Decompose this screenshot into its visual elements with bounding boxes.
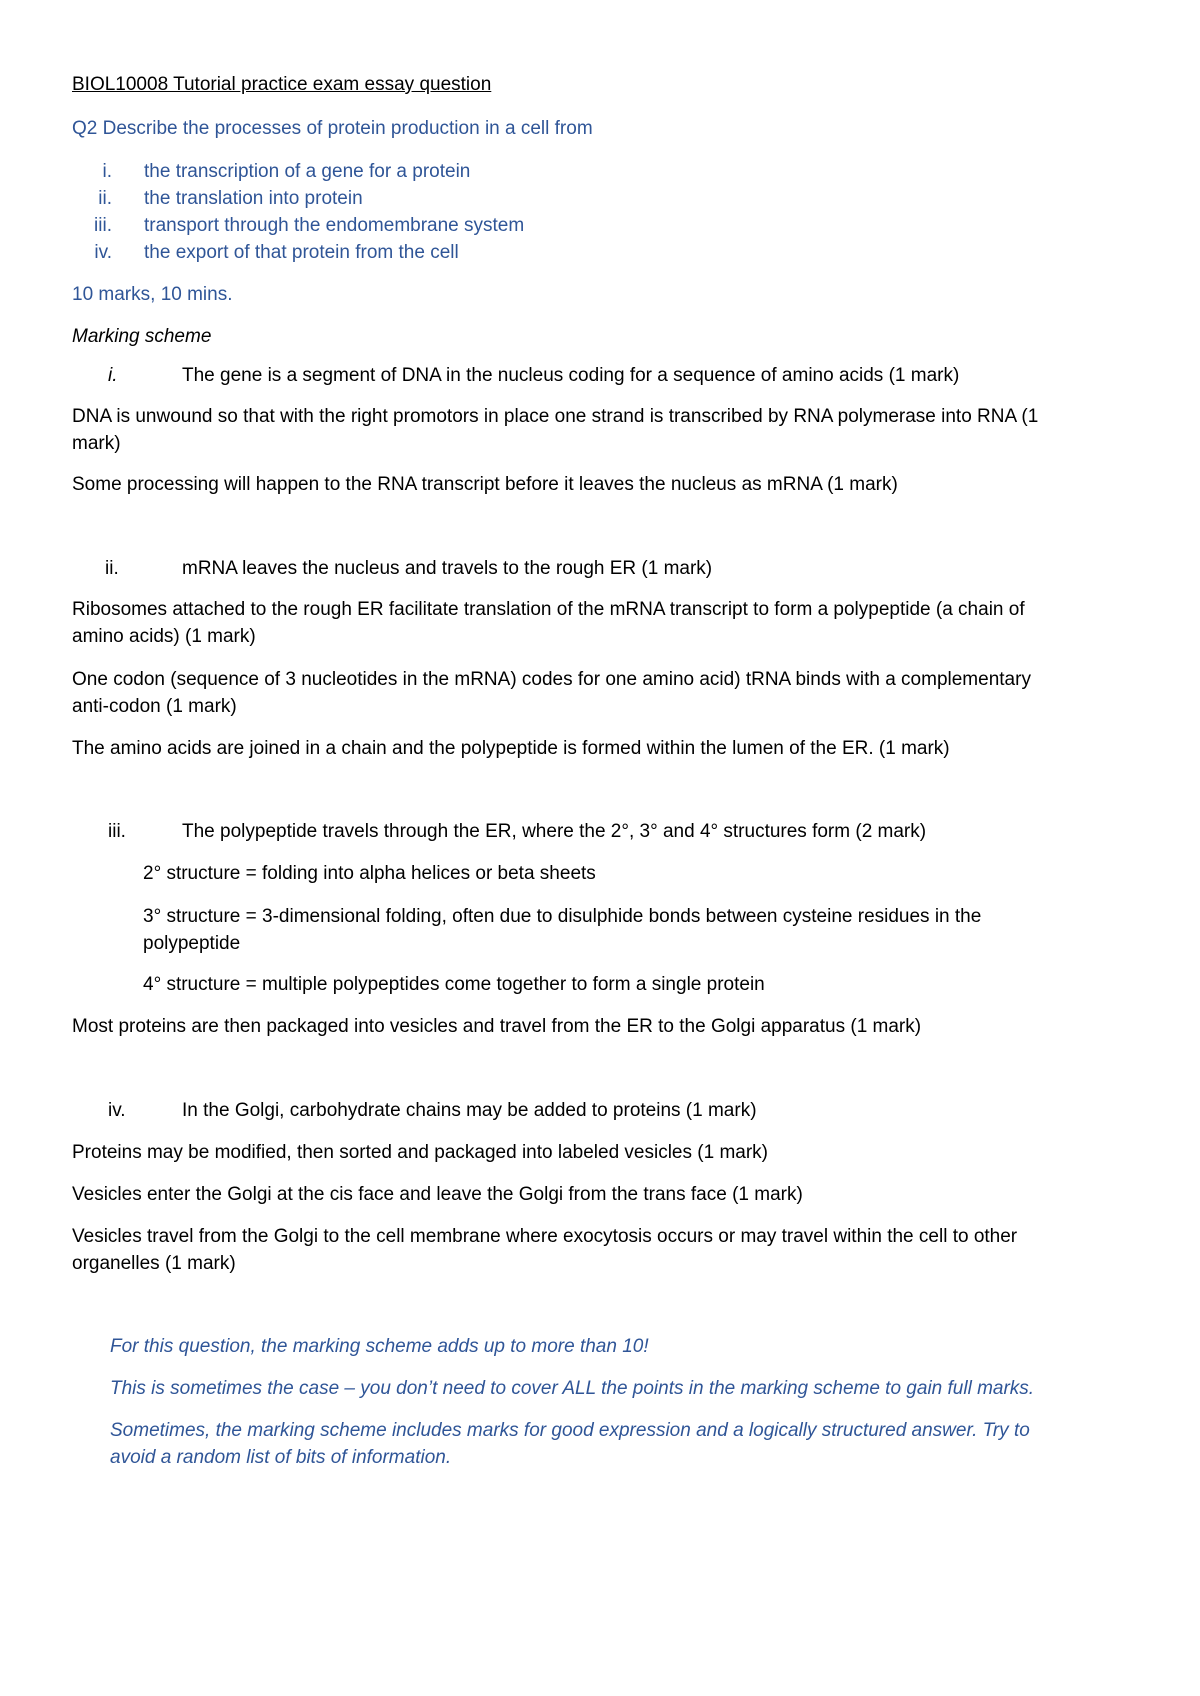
question-item-text: transport through the endomembrane system [144, 215, 525, 236]
section-i-paragraph-1-line-1: DNA is unwound so that with the right promotors in place one strand is transcribed by RNA polymerase into RNA (1 [72, 406, 1039, 427]
section-ii-paragraph-2-line-2: anti-codon (1 mark) [72, 696, 237, 717]
section-lead-text: The gene is a segment of DNA in the nucleus coding for a sequence of amino acids (1 mark) [182, 365, 960, 386]
secondary-structure-note: 2° structure = folding into alpha helices or beta sheets [143, 863, 596, 884]
section-iv-paragraph-3-line-2: organelles (1 mark) [72, 1253, 236, 1274]
question-item [72, 157, 772, 187]
section-lead-text: The polypeptide travels through the ER, where the 2°, 3° and 4° structures form (2 mark) [182, 821, 927, 842]
section-ii-paragraph-3: The amino acids are joined in a chain and the polypeptide is formed within the lumen of the ER. (1 mark) [72, 738, 950, 759]
section-i-lead [72, 361, 1122, 391]
question-item-number: ii. [98, 188, 112, 209]
question-item-text: the export of that protein from the cell [144, 242, 459, 263]
section-iv-lead [72, 1096, 1122, 1126]
section-ii-paragraph-1-line-2: amino acids) (1 mark) [72, 626, 256, 647]
section-ii-lead [72, 554, 1122, 584]
question-item-number: iii. [94, 215, 112, 236]
section-iv-paragraph-2: Vesicles enter the Golgi at the cis face and leave the Golgi from the trans face (1 mark) [72, 1184, 803, 1205]
section-i-paragraph-1-line-2: mark) [72, 433, 121, 454]
section-lead-text: mRNA leaves the nucleus and travels to the rough ER (1 mark) [182, 558, 713, 579]
section-ii-paragraph-2-line-1: One codon (sequence of 3 nucleotides in the mRNA) codes for one amino acid) tRNA binds with a complementary [72, 669, 1031, 690]
marks-info: 10 marks, 10 mins. [72, 284, 233, 305]
question-item [72, 238, 772, 268]
question-item [72, 211, 772, 241]
section-iv-paragraph-3-line-1: Vesicles travel from the Golgi to the cell membrane where exocytosis occurs or may travel within the cell to other [72, 1226, 1018, 1247]
question-item-text: the translation into protein [144, 188, 363, 209]
section-number: i. [108, 365, 118, 386]
marking-scheme-heading: Marking scheme [72, 326, 212, 347]
tertiary-structure-note-line-2: polypeptide [143, 933, 241, 954]
question-item-text: the transcription of a gene for a protein [144, 161, 471, 182]
section-number: ii. [105, 558, 119, 579]
question-item [72, 184, 772, 214]
section-iii-paragraph-1: Most proteins are then packaged into vesicles and travel from the ER to the Golgi apparatus (1 mark) [72, 1016, 922, 1037]
note-line-2: This is sometimes the case – you don’t need to cover ALL the points in the marking scheme to gain full marks. [110, 1378, 1035, 1399]
section-number: iv. [108, 1100, 126, 1121]
section-iii-lead [72, 817, 1122, 847]
question-item-number: iv. [94, 242, 112, 263]
question-item-number: i. [102, 161, 112, 182]
section-number: iii. [108, 821, 126, 842]
section-ii-paragraph-1-line-1: Ribosomes attached to the rough ER facilitate translation of the mRNA transcript to form a polypeptide (a chain of [72, 599, 1025, 620]
tertiary-structure-note-line-1: 3° structure = 3-dimensional folding, often due to disulphide bonds between cysteine residues in the [143, 906, 982, 927]
note-line-3a: Sometimes, the marking scheme includes marks for good expression and a logically structured answer. Try to [110, 1420, 1030, 1441]
section-lead-text: In the Golgi, carbohydrate chains may be added to proteins (1 mark) [182, 1100, 757, 1121]
quaternary-structure-note: 4° structure = multiple polypeptides come together to form a single protein [143, 974, 765, 995]
question-prompt: Q2 Describe the processes of protein production in a cell from [72, 118, 593, 139]
note-line-1: For this question, the marking scheme adds up to more than 10! [110, 1336, 649, 1357]
section-i-paragraph-2: Some processing will happen to the RNA transcript before it leaves the nucleus as mRNA (1 mark) [72, 474, 898, 495]
section-iv-paragraph-1: Proteins may be modified, then sorted and packaged into labeled vesicles (1 mark) [72, 1142, 768, 1163]
document-title: BIOL10008 Tutorial practice exam essay question [72, 74, 492, 95]
note-line-3b: avoid a random list of bits of information. [110, 1447, 452, 1468]
